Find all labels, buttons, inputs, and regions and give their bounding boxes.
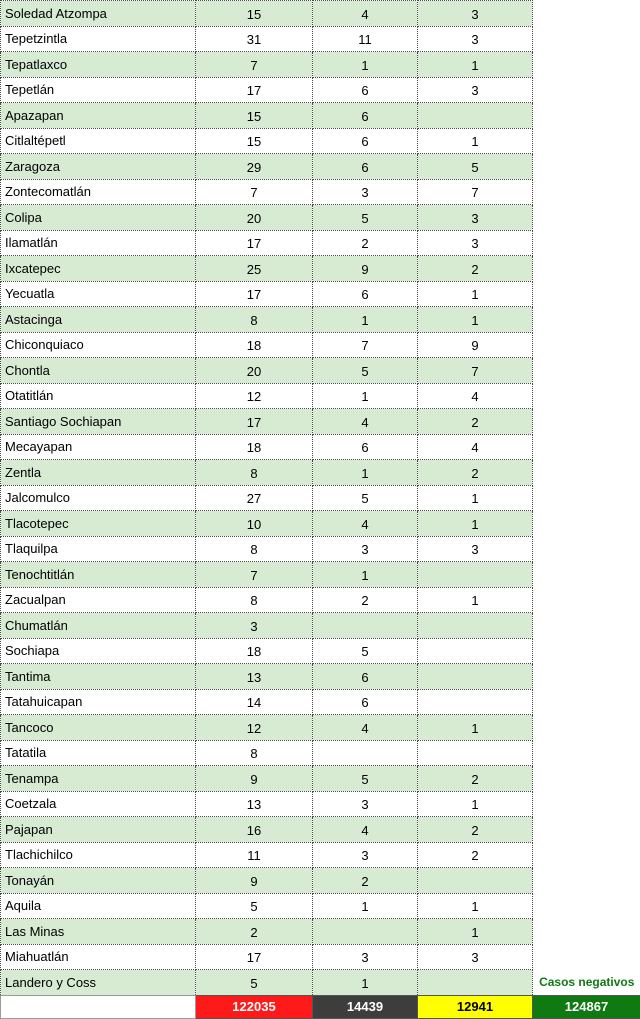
value-cell-c[interactable]: 7	[418, 179, 533, 205]
municipality-name-cell[interactable]: Soledad Atzompa	[1, 1, 196, 27]
value-cell-c[interactable]: 3	[418, 1, 533, 27]
empty-cell	[533, 179, 640, 205]
value-cell-a[interactable]: 16	[196, 817, 313, 843]
municipality-name-cell[interactable]: Otatitlán	[1, 383, 196, 409]
value-cell-b[interactable]: 4	[313, 1, 418, 27]
value-cell-a[interactable]: 15	[196, 128, 313, 154]
total-dark-cell[interactable]: 14439	[313, 995, 418, 1018]
table-row	[1, 383, 640, 409]
table-body	[1, 1, 640, 1019]
value-cell-a[interactable]: 17	[196, 944, 313, 970]
value-cell-c[interactable]: 3	[418, 230, 533, 256]
value-cell-b[interactable]	[313, 613, 418, 639]
table-row	[1, 562, 640, 588]
value-cell-a[interactable]: 5	[196, 970, 313, 996]
value-cell-c[interactable]: 1	[418, 791, 533, 817]
table-row	[1, 52, 640, 78]
value-cell-b[interactable]: 6	[313, 434, 418, 460]
table-row	[1, 613, 640, 639]
empty-cell	[533, 103, 640, 129]
value-cell-b[interactable]: 6	[313, 664, 418, 690]
empty-cell	[533, 230, 640, 256]
empty-cell	[533, 1, 640, 27]
municipality-name-cell[interactable]: Chontla	[1, 358, 196, 384]
empty-cell	[533, 77, 640, 103]
empty-cell	[533, 205, 640, 231]
value-cell-a[interactable]: 3	[196, 613, 313, 639]
value-cell-c[interactable]: 1	[418, 485, 533, 511]
municipality-name-cell[interactable]: Tancoco	[1, 715, 196, 741]
value-cell-a[interactable]: 17	[196, 230, 313, 256]
municipality-name-cell[interactable]: Yecuatla	[1, 281, 196, 307]
value-cell-a[interactable]: 31	[196, 26, 313, 52]
municipality-name-cell[interactable]: Chiconquiaco	[1, 332, 196, 358]
value-cell-a[interactable]: 8	[196, 740, 313, 766]
total-red-cell[interactable]: 122035	[196, 995, 313, 1018]
value-cell-c[interactable]: 7	[418, 358, 533, 384]
empty-cell	[533, 52, 640, 78]
municipality-name-cell[interactable]: Colipa	[1, 205, 196, 231]
value-cell-c[interactable]: 4	[418, 434, 533, 460]
municipality-name-cell[interactable]: Apazapan	[1, 103, 196, 129]
value-cell-c[interactable]: 9	[418, 332, 533, 358]
municipality-name-cell[interactable]: Tlaquilpa	[1, 536, 196, 562]
value-cell-a[interactable]: 8	[196, 536, 313, 562]
value-cell-c[interactable]: 1	[418, 919, 533, 945]
municipality-name-cell[interactable]: Sochiapa	[1, 638, 196, 664]
value-cell-b[interactable]: 1	[313, 460, 418, 486]
table-row	[1, 638, 640, 664]
municipality-name-cell[interactable]: Tenampa	[1, 766, 196, 792]
value-cell-a[interactable]: 12	[196, 383, 313, 409]
empty-cell	[533, 689, 640, 715]
empty-cell	[533, 817, 640, 843]
value-cell-b[interactable]: 6	[313, 281, 418, 307]
value-cell-b[interactable]: 1	[313, 562, 418, 588]
value-cell-c[interactable]: 3	[418, 26, 533, 52]
value-cell-a[interactable]: 9	[196, 868, 313, 894]
municipality-name-cell[interactable]: Citlaltépetl	[1, 128, 196, 154]
empty-cell	[533, 893, 640, 919]
total-negatives-cell[interactable]: 124867	[533, 995, 640, 1018]
table-row	[1, 128, 640, 154]
table-row	[1, 1, 640, 27]
value-cell-c[interactable]: 1	[418, 52, 533, 78]
table-row	[1, 179, 640, 205]
value-cell-a[interactable]: 5	[196, 893, 313, 919]
municipality-name-cell[interactable]: Jalcomulco	[1, 485, 196, 511]
empty-cell	[533, 638, 640, 664]
empty-cell	[533, 460, 640, 486]
value-cell-b[interactable]: 4	[313, 715, 418, 741]
value-cell-c[interactable]: 1	[418, 587, 533, 613]
municipality-name-cell[interactable]: Tlachichilco	[1, 842, 196, 868]
value-cell-c[interactable]: 1	[418, 128, 533, 154]
value-cell-c[interactable]: 5	[418, 154, 533, 180]
municipality-name-cell[interactable]: Santiago Sochiapan	[1, 409, 196, 435]
value-cell-c[interactable]	[418, 689, 533, 715]
municipality-name-cell[interactable]: Zacualpan	[1, 587, 196, 613]
value-cell-c[interactable]: 2	[418, 817, 533, 843]
table-row	[1, 842, 640, 868]
value-cell-a[interactable]: 29	[196, 154, 313, 180]
empty-cell	[533, 664, 640, 690]
value-cell-b[interactable]: 5	[313, 638, 418, 664]
table-row	[1, 868, 640, 894]
municipality-name-cell[interactable]: Tlacotepec	[1, 511, 196, 537]
table-row	[1, 944, 640, 970]
empty-cell	[533, 715, 640, 741]
value-cell-a[interactable]: 14	[196, 689, 313, 715]
value-cell-a[interactable]: 8	[196, 587, 313, 613]
total-yellow-cell[interactable]: 12941	[418, 995, 533, 1018]
value-cell-b[interactable]: 6	[313, 103, 418, 129]
value-cell-a[interactable]: 12	[196, 715, 313, 741]
table-row	[1, 791, 640, 817]
table-row	[1, 307, 640, 333]
empty-cell	[533, 128, 640, 154]
value-cell-a[interactable]: 17	[196, 77, 313, 103]
municipality-name-cell[interactable]: Tepetlán	[1, 77, 196, 103]
table-row	[1, 281, 640, 307]
value-cell-b[interactable]: 2	[313, 587, 418, 613]
value-cell-b[interactable]: 1	[313, 52, 418, 78]
table-row	[1, 511, 640, 537]
value-cell-c[interactable]: 2	[418, 460, 533, 486]
municipality-name-cell[interactable]: Coetzala	[1, 791, 196, 817]
totals-row	[1, 995, 640, 1018]
value-cell-b[interactable]: 11	[313, 26, 418, 52]
municipality-name-cell[interactable]: Aquila	[1, 893, 196, 919]
empty-cell	[533, 154, 640, 180]
table-row	[1, 358, 640, 384]
value-cell-a[interactable]: 20	[196, 205, 313, 231]
empty-cell	[533, 842, 640, 868]
municipality-name-cell[interactable]: Chumatlán	[1, 613, 196, 639]
municipality-name-cell[interactable]: Mecayapan	[1, 434, 196, 460]
municipality-name-cell[interactable]: Astacinga	[1, 307, 196, 333]
table-row	[1, 230, 640, 256]
value-cell-a[interactable]: 18	[196, 638, 313, 664]
empty-cell	[533, 766, 640, 792]
value-cell-c[interactable]: 3	[418, 944, 533, 970]
totals-blank-cell	[1, 995, 196, 1018]
value-cell-c[interactable]	[418, 868, 533, 894]
empty-cell	[533, 485, 640, 511]
table-row	[1, 919, 640, 945]
empty-cell	[533, 944, 640, 970]
table-row	[1, 485, 640, 511]
value-cell-a[interactable]: 7	[196, 562, 313, 588]
table-row	[1, 689, 640, 715]
table-row	[1, 205, 640, 231]
municipality-name-cell[interactable]: Zaragoza	[1, 154, 196, 180]
value-cell-b[interactable]: 7	[313, 332, 418, 358]
empty-cell	[533, 281, 640, 307]
value-cell-b[interactable]: 4	[313, 511, 418, 537]
empty-cell	[533, 562, 640, 588]
empty-cell	[533, 511, 640, 537]
table-row	[1, 893, 640, 919]
empty-cell	[533, 740, 640, 766]
value-cell-b[interactable]	[313, 740, 418, 766]
table-row	[1, 817, 640, 843]
municipality-name-cell[interactable]: Miahuatlán	[1, 944, 196, 970]
municipality-name-cell[interactable]: Zontecomatlán	[1, 179, 196, 205]
empty-cell	[533, 434, 640, 460]
municipality-name-cell[interactable]: Tonayán	[1, 868, 196, 894]
value-cell-b[interactable]: 5	[313, 205, 418, 231]
value-cell-a[interactable]: 17	[196, 281, 313, 307]
value-cell-a[interactable]: 13	[196, 664, 313, 690]
table-row	[1, 970, 640, 996]
value-cell-a[interactable]: 15	[196, 103, 313, 129]
municipality-name-cell[interactable]: Pajapan	[1, 817, 196, 843]
value-cell-c[interactable]: 2	[418, 409, 533, 435]
value-cell-c[interactable]: 4	[418, 383, 533, 409]
value-cell-a[interactable]: 18	[196, 434, 313, 460]
value-cell-b[interactable]: 6	[313, 689, 418, 715]
value-cell-a[interactable]: 9	[196, 766, 313, 792]
municipality-name-cell[interactable]: Tenochtitlán	[1, 562, 196, 588]
table-row	[1, 460, 640, 486]
value-cell-b[interactable]: 1	[313, 383, 418, 409]
value-cell-b[interactable]: 3	[313, 791, 418, 817]
municipality-name-cell[interactable]: Las Minas	[1, 919, 196, 945]
value-cell-c[interactable]: 1	[418, 281, 533, 307]
value-cell-a[interactable]: 2	[196, 919, 313, 945]
table-row	[1, 103, 640, 129]
value-cell-c[interactable]: 3	[418, 205, 533, 231]
empty-cell	[533, 383, 640, 409]
table-row	[1, 154, 640, 180]
empty-cell	[533, 791, 640, 817]
table-row	[1, 536, 640, 562]
value-cell-b[interactable]: 1	[313, 893, 418, 919]
value-cell-a[interactable]: 8	[196, 307, 313, 333]
empty-cell	[533, 332, 640, 358]
municipality-name-cell[interactable]: Ilamatlán	[1, 230, 196, 256]
table-row	[1, 77, 640, 103]
value-cell-c[interactable]: 3	[418, 536, 533, 562]
value-cell-c[interactable]: 2	[418, 766, 533, 792]
value-cell-b[interactable]: 1	[313, 307, 418, 333]
value-cell-a[interactable]: 15	[196, 1, 313, 27]
value-cell-c[interactable]: 1	[418, 893, 533, 919]
municipality-name-cell[interactable]: Tatahuicapan	[1, 689, 196, 715]
value-cell-b[interactable]: 3	[313, 842, 418, 868]
value-cell-c[interactable]: 1	[418, 715, 533, 741]
value-cell-b[interactable]: 4	[313, 409, 418, 435]
value-cell-a[interactable]: 8	[196, 460, 313, 486]
value-cell-b[interactable]: 5	[313, 485, 418, 511]
table-row	[1, 715, 640, 741]
value-cell-b[interactable]: 6	[313, 128, 418, 154]
value-cell-c[interactable]	[418, 103, 533, 129]
table-row	[1, 766, 640, 792]
municipality-name-cell[interactable]: Landero y Coss	[1, 970, 196, 996]
value-cell-a[interactable]: 13	[196, 791, 313, 817]
municipality-name-cell[interactable]: Tepetzintla	[1, 26, 196, 52]
empty-cell	[533, 409, 640, 435]
value-cell-b[interactable]: 2	[313, 230, 418, 256]
value-cell-a[interactable]: 11	[196, 842, 313, 868]
value-cell-c[interactable]	[418, 613, 533, 639]
value-cell-c[interactable]: 1	[418, 307, 533, 333]
empty-cell	[533, 307, 640, 333]
value-cell-c[interactable]: 1	[418, 511, 533, 537]
municipality-name-cell[interactable]: Tepatlaxco	[1, 52, 196, 78]
table-row	[1, 740, 640, 766]
empty-cell	[533, 358, 640, 384]
empty-cell	[533, 613, 640, 639]
empty-cell	[533, 536, 640, 562]
value-cell-c[interactable]	[418, 638, 533, 664]
empty-cell	[533, 256, 640, 282]
municipality-name-cell[interactable]: Tantima	[1, 664, 196, 690]
table-row	[1, 332, 640, 358]
value-cell-a[interactable]: 18	[196, 332, 313, 358]
value-cell-b[interactable]: 9	[313, 256, 418, 282]
municipality-name-cell[interactable]: Ixcatepec	[1, 256, 196, 282]
value-cell-b[interactable]: 3	[313, 536, 418, 562]
table-row	[1, 664, 640, 690]
value-cell-b[interactable]	[313, 919, 418, 945]
value-cell-a[interactable]: 20	[196, 358, 313, 384]
value-cell-b[interactable]: 4	[313, 817, 418, 843]
value-cell-c[interactable]: 3	[418, 77, 533, 103]
value-cell-a[interactable]: 10	[196, 511, 313, 537]
negatives-label: Casos negativos	[533, 970, 640, 996]
empty-cell	[533, 868, 640, 894]
municipality-name-cell[interactable]: Tatatila	[1, 740, 196, 766]
value-cell-a[interactable]: 17	[196, 409, 313, 435]
value-cell-b[interactable]: 5	[313, 766, 418, 792]
table-row	[1, 26, 640, 52]
empty-cell	[533, 26, 640, 52]
value-cell-b[interactable]: 2	[313, 868, 418, 894]
value-cell-c[interactable]	[418, 562, 533, 588]
value-cell-b[interactable]: 5	[313, 358, 418, 384]
table-row	[1, 409, 640, 435]
value-cell-b[interactable]: 6	[313, 77, 418, 103]
value-cell-b[interactable]: 1	[313, 970, 418, 996]
value-cell-a[interactable]: 7	[196, 52, 313, 78]
value-cell-c[interactable]	[418, 740, 533, 766]
table-row	[1, 256, 640, 282]
table-row	[1, 434, 640, 460]
value-cell-a[interactable]: 7	[196, 179, 313, 205]
value-cell-c[interactable]: 2	[418, 842, 533, 868]
table-row	[1, 587, 640, 613]
value-cell-c[interactable]	[418, 970, 533, 996]
empty-cell	[533, 919, 640, 945]
municipality-name-cell[interactable]: Zentla	[1, 460, 196, 486]
value-cell-b[interactable]: 3	[313, 944, 418, 970]
value-cell-c[interactable]	[418, 664, 533, 690]
empty-cell	[533, 587, 640, 613]
value-cell-a[interactable]: 27	[196, 485, 313, 511]
value-cell-a[interactable]: 25	[196, 256, 313, 282]
value-cell-c[interactable]: 2	[418, 256, 533, 282]
value-cell-b[interactable]: 6	[313, 154, 418, 180]
value-cell-b[interactable]: 3	[313, 179, 418, 205]
